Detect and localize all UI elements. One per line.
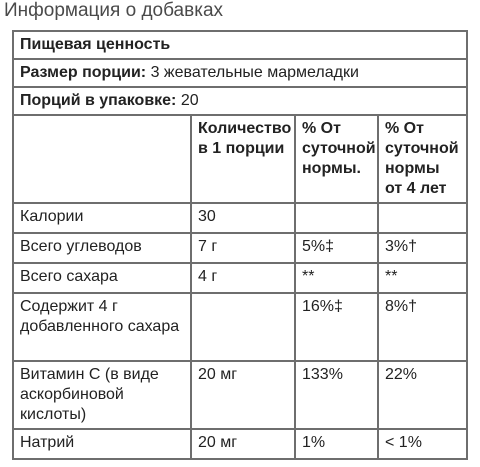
- table-row: [13, 263, 467, 293]
- nutrient-daily-value: 133%: [295, 361, 378, 429]
- nutrient-daily-value: 1%: [295, 429, 378, 459]
- nutrient-name: Содержит 4 г добавленного сахара: [13, 293, 191, 361]
- facts-title: Пищевая ценность: [13, 31, 467, 59]
- serving-size-value: 3 жевательные мармеладки: [150, 64, 359, 81]
- nutrient-daily-value-4plus: 3%†: [378, 233, 467, 263]
- table-row: [13, 293, 467, 361]
- nutrient-name: Натрий: [13, 429, 191, 459]
- table-row: [13, 361, 467, 429]
- nutrient-daily-value: [295, 203, 378, 233]
- table-row: [13, 233, 467, 263]
- nutrient-daily-value-4plus: 22%: [378, 361, 467, 429]
- nutrient-amount: [191, 293, 295, 361]
- nutrient-amount: 20 мг: [191, 361, 295, 429]
- nutrient-daily-value-4plus: < 1%: [378, 429, 467, 459]
- table-row: [13, 203, 467, 233]
- column-header-nutrient: [13, 115, 191, 203]
- servings-value: 20: [180, 92, 199, 109]
- column-header-daily-value: % От суточной нормы.: [295, 115, 378, 203]
- nutrient-amount: 4 г: [191, 263, 295, 293]
- serving-size-row: [13, 59, 467, 87]
- section-heading: Информация о добавках: [4, 0, 224, 21]
- nutrient-name: Всего углеводов: [13, 233, 191, 263]
- nutrient-daily-value: 16%‡: [295, 293, 378, 361]
- nutrient-daily-value-4plus: **: [378, 263, 467, 293]
- nutrient-daily-value-4plus: [378, 203, 467, 233]
- serving-size-label: Размер порции:: [20, 64, 147, 81]
- supplement-facts-table: [12, 30, 468, 460]
- nutrient-daily-value: 5%‡: [295, 233, 378, 263]
- nutrient-daily-value: **: [295, 263, 378, 293]
- nutrient-name: Витамин С (в виде аскорбиновой кислоты): [13, 361, 191, 429]
- table-row: [13, 429, 467, 459]
- column-header-daily-value-4plus: % От суточной нормы от 4 лет: [378, 115, 467, 203]
- facts-title-row: [13, 31, 467, 59]
- nutrient-amount: 30: [191, 203, 295, 233]
- nutrient-name: Всего сахара: [13, 263, 191, 293]
- nutrient-name: Калории: [13, 203, 191, 233]
- servings-per-container-row: [13, 87, 467, 115]
- column-header-row: [13, 115, 467, 203]
- nutrient-amount: 7 г: [191, 233, 295, 263]
- servings-label: Порций в упаковке:: [20, 92, 177, 109]
- nutrient-daily-value-4plus: 8%†: [378, 293, 467, 361]
- nutrient-amount: 20 мг: [191, 429, 295, 459]
- column-header-amount: Количество в 1 порции: [191, 115, 295, 203]
